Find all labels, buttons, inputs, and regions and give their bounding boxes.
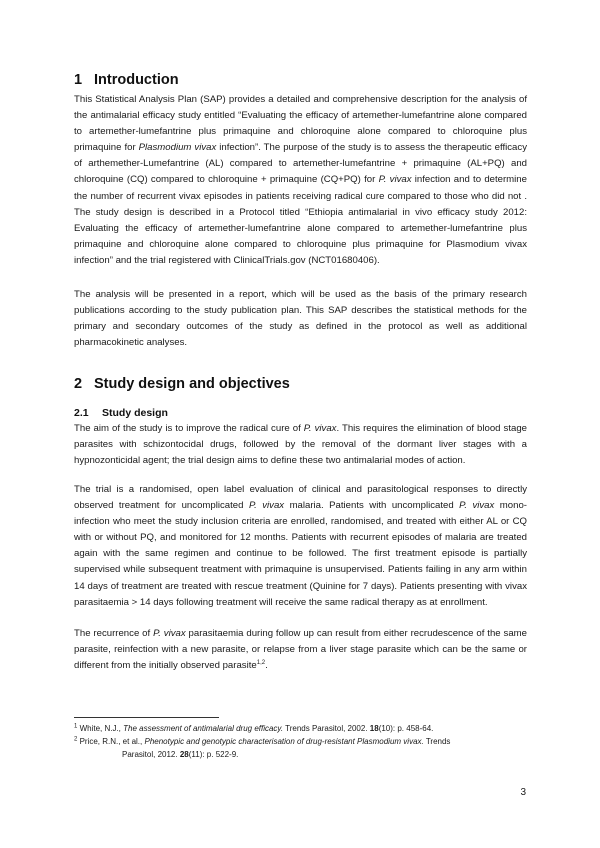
italic-run: P. vivax (153, 628, 186, 639)
text-run: (11): p. 522-9. (188, 749, 239, 759)
text-run: infection and to determine the number of recurrent vivax episodes in patients receiving radical cure compared to those who did not . The study design is described in a Protocol titled “Ethiopia antimalarial in vivo efficacy study 2012: Evaluating the efficacy of artemether-lumefantrine alone compared to artemether-lumefantrine plus primaquine and chloroquine alone compared to chloroquine plus primaquine for Plasmodium vivax infection” and the trial registered with ClinicalTrials.gov (NCT01680406). (74, 174, 527, 266)
footnote-continuation (74, 749, 527, 762)
bold-run: 28 (179, 749, 189, 759)
bold-run: 18 (369, 724, 379, 733)
text-run: malaria. Patients with uncomplicated (284, 500, 460, 512)
footnote-marker: 2 (74, 736, 78, 743)
design-paragraph-2 (74, 482, 527, 611)
section-title: Study design and objectives (94, 376, 290, 392)
design-paragraph-1 (74, 421, 527, 469)
italic-run: P. vivax (459, 500, 495, 512)
text-run: Parasitol, 2012. (122, 749, 180, 759)
section-title: Introduction (94, 72, 179, 88)
italic-run: P. vivax (303, 423, 337, 434)
citation-superscript: 1,2 (256, 660, 266, 666)
subsection-title: Study design (102, 407, 168, 419)
text-run: Trends Parasitol, 2002. (283, 724, 370, 733)
footnote-2 (74, 736, 527, 761)
italic-run: Phenotypic and genotypic characterisation of drug-resistant Plasmodium vivax. (144, 737, 424, 746)
text-run: White, N.J., (77, 724, 124, 733)
intro-paragraph-2: The analysis will be presented in a report, which will be used as the basis of the primary research publications according to the study publication plan. This SAP describes the statistical methods for the primary and secondary outcomes of the study as defined in the protocol as well as additional pharmacokinetic analyses. (74, 289, 527, 349)
text-run: This Statistical Analysis Plan (SAP) provides a detailed and comprehensive description for the analysis of the antimalarial efficacy study entitled “Evaluating the efficacy of artemether-lumefantrine alone compared to artemether-lumefantrine plus primaquine and chloroquine alone compared to chloroquine plus primaquine for (74, 94, 527, 154)
section-number: 2 (74, 376, 83, 392)
text-run: Price, R.N., et al., (77, 737, 145, 746)
text-run: (10): p. 458-64. (378, 724, 434, 733)
text-run: . (265, 660, 268, 672)
footnote-text (77, 724, 433, 733)
text-run: parasitaemia during follow up can result from either recrudescence of the same parasite, reinfection with a new parasite, or relapse from a liver stage parasite which can be the same or different from the initially observed parasite (74, 628, 527, 672)
intro-paragraph-1 (74, 92, 527, 269)
text-run: . This requires the elimination of blood stage parasites with schizontocidal drugs, followed by the removal of the dormant liver stages with a hypnozonticidal agent; the trial design aims to define these two antimalarial modes of action. (74, 423, 527, 467)
section-number: 1 (74, 72, 83, 88)
footnote-text (77, 737, 450, 746)
italic-run: Plasmodium vivax (138, 142, 217, 154)
design-paragraph-3 (74, 626, 527, 674)
subsection-2-1-heading (74, 407, 168, 419)
text-run: mono-infection who meet the study inclusion criteria are enrolled, randomised, and treated with either AL or CQ with or without PQ, and monitored for 12 months. Patients with recurrent episodes of malaria are treated again with the same regimen and continue to be followed. The first treatment episode is partially supervised while subsequent treatment with primaquine is unsupervised. Patients failing in any arm within 14 days of treatment are treated with rescue treatment (Quinine for 7 days). Patients presenting with vivax parasitaemia > 14 days following treatment will receive the same radical therapy as at enrollment. (74, 500, 527, 608)
section-1-heading (74, 72, 179, 88)
italic-run: P. vivax (248, 500, 285, 512)
text-run: The aim of the study is to improve the radical cure of (74, 423, 304, 434)
italic-run: The assessment of antimalarial drug efficacy. (123, 724, 284, 733)
page-number: 3 (520, 787, 526, 798)
section-2-heading (74, 376, 290, 392)
subsection-number: 2.1 (74, 407, 89, 419)
text-run: infection”. The purpose of the study is to assess the therapeutic efficacy of arthemether-Lumefantrine (AL) compared to artemether-lumefantrine + primaquine (AL+PQ) and chloroquine (CQ) compared to chloroquine + primaquine (CQ+PQ) for (74, 142, 527, 186)
text-run: The recurrence of (74, 628, 154, 639)
text-run: The trial is a randomised, open label evaluation of clinical and parasitological responses to directly observed treatment for uncomplicated (74, 484, 527, 512)
text-run: Trends (423, 737, 451, 746)
footnote-1 (74, 723, 527, 736)
italic-run: P. vivax (378, 174, 412, 186)
footnote-separator (74, 717, 219, 718)
footnote-marker: 1 (74, 723, 78, 730)
